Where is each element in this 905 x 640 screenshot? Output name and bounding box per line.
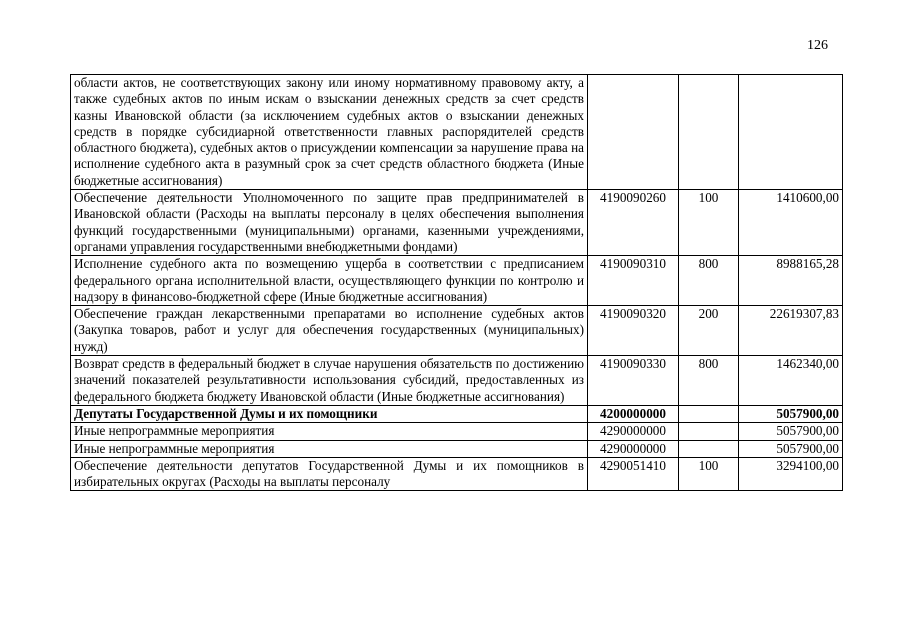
expense-type-cell <box>679 440 739 457</box>
budget-table <box>70 74 843 491</box>
expense-name-cell: области актов, не соответствующих закону или иному нормативному правовому акту, а также судебных актов по иным искам о взыскании денежных средств за счет средств казны Ивановской области (за исключением судебных актов о взыскании денежных средств в порядке субсидиарной ответственности главных распорядителей средств областного бюджета), судебных актов о присуждении компенсации за нарушение права на исполнение судебного акта в разумный срок за счет средств областного бюджета (Иные бюджетные ассигнования) <box>71 75 588 190</box>
amount-cell: 5057900,00 <box>739 423 843 440</box>
table-row <box>71 75 843 190</box>
table-row <box>71 356 843 406</box>
target-code-cell: 4190090310 <box>588 256 679 306</box>
expense-type-cell: 800 <box>679 256 739 306</box>
expense-name-cell: Иные непрограммные мероприятия <box>71 423 588 440</box>
target-code-cell: 4290051410 <box>588 457 679 491</box>
target-code-cell: 4190090320 <box>588 306 679 356</box>
amount-cell: 5057900,00 <box>739 440 843 457</box>
amount-cell: 1410600,00 <box>739 190 843 256</box>
expense-name-cell: Иные непрограммные мероприятия <box>71 440 588 457</box>
table-row-section-total <box>71 405 843 422</box>
table-row <box>71 306 843 356</box>
expense-name-cell: Исполнение судебного акта по возмещению ущерба в соответствии с предписанием федерального органа исполнительной власти, осуществляющего функции по контролю и надзору в финансово-бюджетной сфере (Иные бюджетные ассигнования) <box>71 256 588 306</box>
amount-cell <box>739 75 843 190</box>
amount-cell: 8988165,28 <box>739 256 843 306</box>
expense-type-cell: 800 <box>679 356 739 406</box>
table-row <box>71 190 843 256</box>
expense-type-cell: 100 <box>679 457 739 491</box>
target-code-cell: 4190090260 <box>588 190 679 256</box>
expense-name-cell: Обеспечение граждан лекарственными препаратами во исполнение судебных актов (Закупка товаров, работ и услуг для обеспечения государственных (муниципальных) нужд) <box>71 306 588 356</box>
target-code-cell: 4290000000 <box>588 440 679 457</box>
target-code-cell: 4190090330 <box>588 356 679 406</box>
expense-type-cell <box>679 405 739 422</box>
amount-cell: 5057900,00 <box>739 405 843 422</box>
target-code-cell: 4200000000 <box>588 405 679 422</box>
expense-name-cell: Обеспечение деятельности депутатов Государственной Думы и их помощников в избирательных округах (Расходы на выплаты персоналу <box>71 457 588 491</box>
expense-name-cell: Обеспечение деятельности Уполномоченного по защите прав предпринимателей в Ивановской области (Расходы на выплаты персоналу в целях обеспечения выполнения функций государственными (муниципальными) органами, казенными учреждениями, органами управления государственными внебюджетными фондами) <box>71 190 588 256</box>
table-row <box>71 440 843 457</box>
amount-cell: 22619307,83 <box>739 306 843 356</box>
expense-type-cell: 200 <box>679 306 739 356</box>
target-code-cell <box>588 75 679 190</box>
amount-cell: 1462340,00 <box>739 356 843 406</box>
expense-name-cell: Возврат средств в федеральный бюджет в случае нарушения обязательств по достижению значений показателей результативности использования субсидий, предоставленных из федерального бюджета бюджету Ивановской области (Иные бюджетные ассигнования) <box>71 356 588 406</box>
expense-type-cell: 100 <box>679 190 739 256</box>
expense-type-cell <box>679 423 739 440</box>
table-row <box>71 457 843 491</box>
table-row <box>71 256 843 306</box>
amount-cell: 3294100,00 <box>739 457 843 491</box>
expense-type-cell <box>679 75 739 190</box>
page-number: 126 <box>807 38 828 53</box>
table-row <box>71 423 843 440</box>
expense-name-cell: Депутаты Государственной Думы и их помощники <box>71 405 588 422</box>
target-code-cell: 4290000000 <box>588 423 679 440</box>
